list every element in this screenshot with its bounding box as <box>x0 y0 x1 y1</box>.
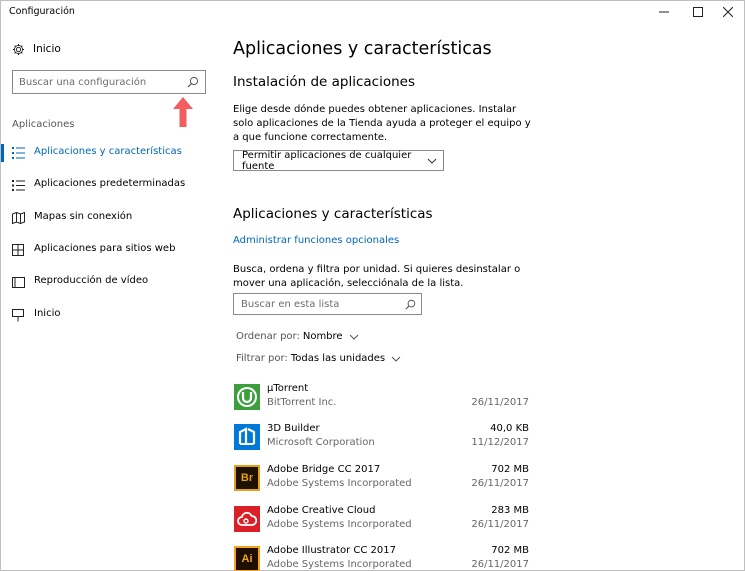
optional-features-link[interactable]: Administrar funciones opcionales <box>233 235 400 246</box>
list-icon <box>11 146 25 160</box>
app-name: Adobe Creative Cloud <box>267 505 376 516</box>
dropdown-value: Permitir aplicaciones de cualquier fuente <box>242 149 412 172</box>
app-publisher: Adobe Systems Incorporated <box>267 559 412 570</box>
settings-search-input[interactable] <box>19 74 179 90</box>
chevron-down-icon <box>349 332 359 342</box>
sidebar-item-web-apps[interactable] <box>1 238 218 262</box>
app-name: 3D Builder <box>267 423 320 434</box>
sidebar-item-label: Reproducción de vídeo <box>34 275 149 286</box>
maximize-button[interactable] <box>681 1 715 23</box>
minimize-icon <box>659 7 669 17</box>
app-date: 26/11/2017 <box>471 478 529 489</box>
adobe-illustrator-icon <box>234 546 260 571</box>
filter-label: Filtrar por: <box>236 353 288 364</box>
app-size: 702 MB <box>491 545 529 556</box>
app-date: 11/12/2017 <box>471 437 529 448</box>
app-list-item[interactable] <box>233 382 533 416</box>
map-icon <box>11 211 25 225</box>
annotation-arrow-icon <box>173 97 193 127</box>
sidebar-item-apps-features[interactable] <box>1 141 218 165</box>
search-icon[interactable] <box>186 75 200 89</box>
app-list-item[interactable] <box>233 422 533 456</box>
title-bar <box>1 1 744 25</box>
utorrent-icon <box>234 384 260 410</box>
indicator <box>1 209 4 227</box>
sidebar-item-video-playback[interactable] <box>1 270 218 294</box>
install-source-dropdown[interactable] <box>233 150 444 171</box>
app-publisher: Adobe Systems Incorporated <box>267 478 412 489</box>
active-indicator <box>1 144 4 162</box>
sidebar-item-startup[interactable] <box>1 303 218 327</box>
apps-section-title: Aplicaciones y características <box>233 206 433 222</box>
sort-value: Nombre <box>302 331 343 342</box>
video-icon <box>11 275 25 289</box>
sidebar-item-label: Mapas sin conexión <box>34 211 133 222</box>
indicator <box>1 306 4 324</box>
filter-value: Todas las unidades <box>290 353 386 364</box>
app-icon-glyph: Br <box>240 472 254 484</box>
app-name: Adobe Bridge CC 2017 <box>267 464 381 475</box>
sort-by-selector[interactable] <box>236 331 359 342</box>
3d-builder-icon <box>234 424 260 450</box>
install-description: Elige desde dónde puedes obtener aplicaciones. Instalar solo aplicaciones de la Tienda ayuda a proteger el equipo y a que funcione correctamente. <box>233 104 531 143</box>
app-date: 26/11/2017 <box>471 559 529 570</box>
app-list-search-input[interactable] <box>241 297 391 312</box>
sidebar <box>1 25 218 570</box>
app-size: 40,0 KB <box>490 423 529 434</box>
apps-description: Busca, ordena y filtra por unidad. Si quieres desinstalar o mover una aplicación, selecciónala de la lista. <box>233 264 521 289</box>
indicator <box>1 241 4 259</box>
sort-label: Ordenar por: <box>236 331 300 342</box>
app-size: 283 MB <box>491 505 529 516</box>
sidebar-section-title: Aplicaciones <box>12 119 75 130</box>
close-button[interactable] <box>711 1 745 23</box>
app-list-item[interactable] <box>233 463 533 497</box>
app-size: 702 MB <box>491 464 529 475</box>
gear-icon <box>11 42 25 56</box>
page-title: Aplicaciones y características <box>233 39 492 59</box>
sidebar-item-offline-maps[interactable] <box>1 206 218 230</box>
minimize-button[interactable] <box>647 1 681 23</box>
install-section-title: Instalación de aplicaciones <box>233 74 415 90</box>
indicator <box>1 273 4 291</box>
startup-icon <box>11 308 25 322</box>
default-apps-icon <box>11 178 25 192</box>
app-publisher: BitTorrent Inc. <box>267 397 337 408</box>
sidebar-item-label: Aplicaciones predeterminadas <box>34 178 186 189</box>
search-icon[interactable] <box>404 298 417 311</box>
sidebar-item-label: Aplicaciones y características <box>34 146 182 157</box>
adobe-bridge-icon <box>234 465 260 491</box>
app-publisher: Microsoft Corporation <box>267 437 375 448</box>
maximize-icon <box>693 7 703 17</box>
filter-by-selector[interactable] <box>236 353 401 364</box>
app-date: 26/11/2017 <box>471 519 529 530</box>
app-list-search-box <box>233 293 422 315</box>
sidebar-item-label: Aplicaciones para sitios web <box>34 243 176 254</box>
indicator <box>1 176 4 194</box>
close-icon <box>723 7 733 17</box>
app-list-item[interactable] <box>233 544 533 571</box>
sidebar-item-default-apps[interactable] <box>1 173 218 197</box>
chevron-down-icon <box>427 156 437 166</box>
sidebar-item-label: Inicio <box>34 308 61 319</box>
app-date: 26/11/2017 <box>471 397 529 408</box>
app-list-item[interactable] <box>233 504 533 538</box>
sidebar-home-label: Inicio <box>33 43 61 55</box>
app-name: µTorrent <box>267 383 309 394</box>
app-name: Adobe Illustrator CC 2017 <box>267 545 396 556</box>
creative-cloud-icon <box>234 506 260 532</box>
chevron-down-icon <box>391 354 401 364</box>
window-title: Configuración <box>9 6 75 17</box>
app-publisher: Adobe Systems Incorporated <box>267 519 412 530</box>
sidebar-home-link[interactable] <box>11 42 61 56</box>
settings-search-box <box>12 70 206 94</box>
app-icon-glyph: Ai <box>241 553 253 565</box>
web-apps-icon <box>11 243 25 257</box>
